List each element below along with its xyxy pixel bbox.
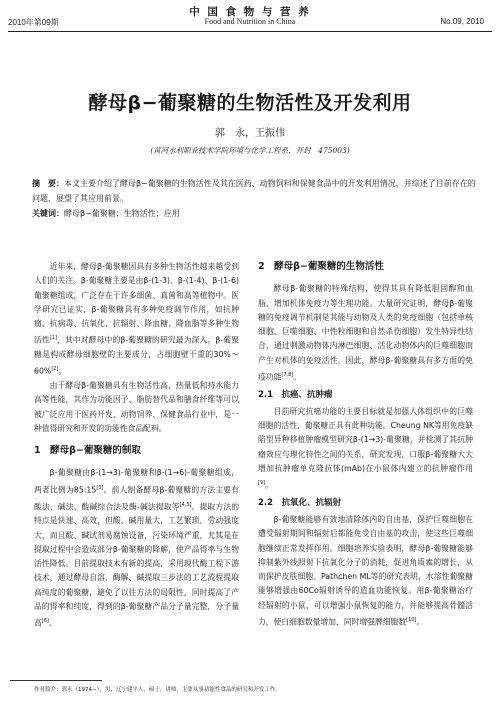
author-footnote: 作者简介：郭永（1974−），男，辽宁建平人，硕士，讲师，主要从事功能性食品的研究和开发工作。 bbox=[34, 687, 281, 693]
subsection-heading-2-2: 2.2 抗氧化、抗辐射 bbox=[258, 497, 342, 508]
text-span: β-葡聚糖由β-(1→3)-葡聚糖和β-(1→6)-葡聚糖组成，两者比例为85:15 bbox=[34, 468, 239, 495]
abstract-text: 本文主要介绍了酵母β−葡聚糖的生物活性及其在医药、动物饲料和保健食品中的开发利用情况，并综述了目前存在的问题，展望了其应用前景。 bbox=[32, 179, 476, 203]
journal-name-cn: 中 国 食 物 与 营 养 bbox=[189, 6, 311, 18]
text-span: β-葡聚糖能够有效地清除体内的自由基，保护巨噬细胞在遭受辐射期间和辐射后都能免受自由基的攻击，使这些巨噬细胞继续正常发挥作用。细胞培养实验表明，酵母β-葡聚糖能够抑制紫外线照射下抗氧化分子的消耗，促进角质素的增长，从而保护皮肤细胞。Pathchen ML等的研究表明，水溶性葡聚糖能够增强由60Co辐射诱导的造血功能恢复。用β-葡聚糖治疗经辐射的小鼠，可以增强小鼠恢复的能力，并能够提高骨髓活力，使白细胞数量增加，同时增强脾细胞数 bbox=[258, 515, 473, 627]
section-heading-1: 1 酵母β−葡聚糖的制取 bbox=[34, 445, 141, 457]
footnote-rule bbox=[10, 680, 102, 681]
text-span: 。 bbox=[265, 480, 273, 490]
section2-paragraph bbox=[258, 282, 473, 384]
citation-ref: [6] bbox=[41, 618, 49, 625]
abstract-paragraph bbox=[32, 176, 477, 206]
journal-name-en: Food and Nutrition in China bbox=[204, 17, 296, 26]
issue-label-right: No.09, 2010 bbox=[440, 17, 484, 26]
right-column bbox=[258, 260, 473, 630]
subsection-2-2-paragraph bbox=[258, 513, 473, 630]
text-span: ，其中对酵母中的β-葡聚糖的研究最为深入。β-葡聚糖是构成酵母细胞壁的主要成分，占细胞壁干重的30%～60% bbox=[34, 335, 240, 376]
section-heading-2: 2 酵母β−葡聚糖的生物活性 bbox=[258, 261, 384, 272]
citation-ref: [1] bbox=[49, 335, 57, 342]
text-span: 。 bbox=[416, 617, 425, 627]
text-span: 。前人制备酵母β-葡聚糖的方法主要有酸法、碱法、酸碱综合法及酶-碱法提取等 bbox=[34, 485, 239, 512]
keywords-line bbox=[32, 206, 477, 221]
keywords-text: 酵母β−葡聚糖；生物活性；应用 bbox=[64, 209, 180, 218]
text-span: 。提取方法的特点是快速、高效，但酸、碱用量大，工艺繁琐，劳动强度大，而且酸、碱试剂易腐蚀设备，污染环境严重，尤其是在提取过程中会造成部分β-葡聚糖的降解，使产品得率与生物活性降低。目前提取技术有新的提高，采用现代酶工程下游技术，通过酵母自溶、酶解、碱提取三步法的工艺流程提取高纯度的葡聚糖，避免了以往方法的局限性，同时提高了产品的得率和纯度，得到的β-葡聚糖产品分子量完整，分子量高 bbox=[34, 502, 240, 628]
text-span: 近年来，酵母β-葡聚糖因具有多种生物活性越来越受到人们的关注。β-葡聚糖主要是由β-(1-3)、β-(1-4)、β-(1-6)葡聚糖组成，广泛存在于许多细菌、真菌和高等植物中。医学研究已证实，β-葡聚糖具有多种免疫调节作用，如抗肿瘤、抗病毒、抗氧化、抗辐射、降血糖、降血脂等多种生物活性 bbox=[34, 262, 239, 345]
text-span: 。 bbox=[48, 618, 57, 628]
citation-ref: [3] bbox=[96, 484, 104, 491]
citation-ref: [2] bbox=[51, 366, 59, 373]
text-span: 酵母β-葡聚糖的特殊结构，使得其具有降低胆固醇和血脂、增加机体免疫力等生理功能。大量研究证明，酵母β-葡聚糖的免疫调节机制是其能与动物及人类的免疫细胞（包括单核细胞、巨噬细胞、中性粒细胞和自然杀伤细胞）发生特异性结合，通过刺激动物体内淋巴细胞、活化动物体内的巨噬细胞而产生对机体的免疫活性。因此，酵母β-葡聚糖具有多方面的免疫功能 bbox=[258, 284, 473, 382]
left-column bbox=[34, 260, 239, 631]
subsection-2-1-paragraph bbox=[258, 405, 473, 493]
abstract-label: 摘 要： bbox=[32, 179, 64, 188]
text-span: 。 bbox=[293, 372, 302, 382]
issue-label-left: 2010年第09期 bbox=[8, 18, 59, 27]
keywords-label: 关键词： bbox=[32, 209, 64, 218]
text-span: 。 bbox=[58, 366, 67, 376]
citation-ref: [10] bbox=[406, 616, 417, 623]
citation-ref: [4,5] bbox=[179, 501, 192, 508]
subsection-heading-2-1: 2.1 抗癌、抗肿瘤 bbox=[258, 389, 333, 400]
article-authors: 郭 永，王振伟 bbox=[215, 128, 285, 139]
abstract-block bbox=[32, 176, 477, 221]
citation-ref: [9] bbox=[258, 480, 266, 487]
text-span: 目前研究抗癌功能的主要目标就是加强人体组织中的巨噬细胞的活性，葡聚糖正具有此种功能。Cheung NK等用免疫缺陷型异种移植肿瘤模型研究β-(1→3)-葡聚糖，并检测了其抗肿瘤效应与理化特性之间的关系，研究发现，口服β-葡聚糖大大增加抗肿瘤单克隆抗体(mAb)在小鼠体内建立的抗肿瘤作用 bbox=[258, 406, 473, 473]
citation-ref: [7,8] bbox=[281, 371, 294, 378]
article-title: 酵母β−葡聚糖的生物活性及开发利用 bbox=[88, 92, 412, 114]
header-rule bbox=[8, 31, 492, 32]
intro-paragraph-2: 由于酵母β-葡聚糖具有生物活性高、热量低和持水能力高等性能，其作为功能因子、脂肪替代品和膳食纤维等可以被广泛应用于医药开发、动物饲养、保健食品行业中，是一种值得研究和开发的功能性食品配料。 bbox=[34, 381, 239, 433]
article-affiliation: (黄河水利职业技术学院环境与化学工程系，开封 475003) bbox=[150, 146, 350, 155]
intro-paragraph-1 bbox=[34, 260, 239, 379]
section1-paragraph bbox=[34, 466, 239, 631]
